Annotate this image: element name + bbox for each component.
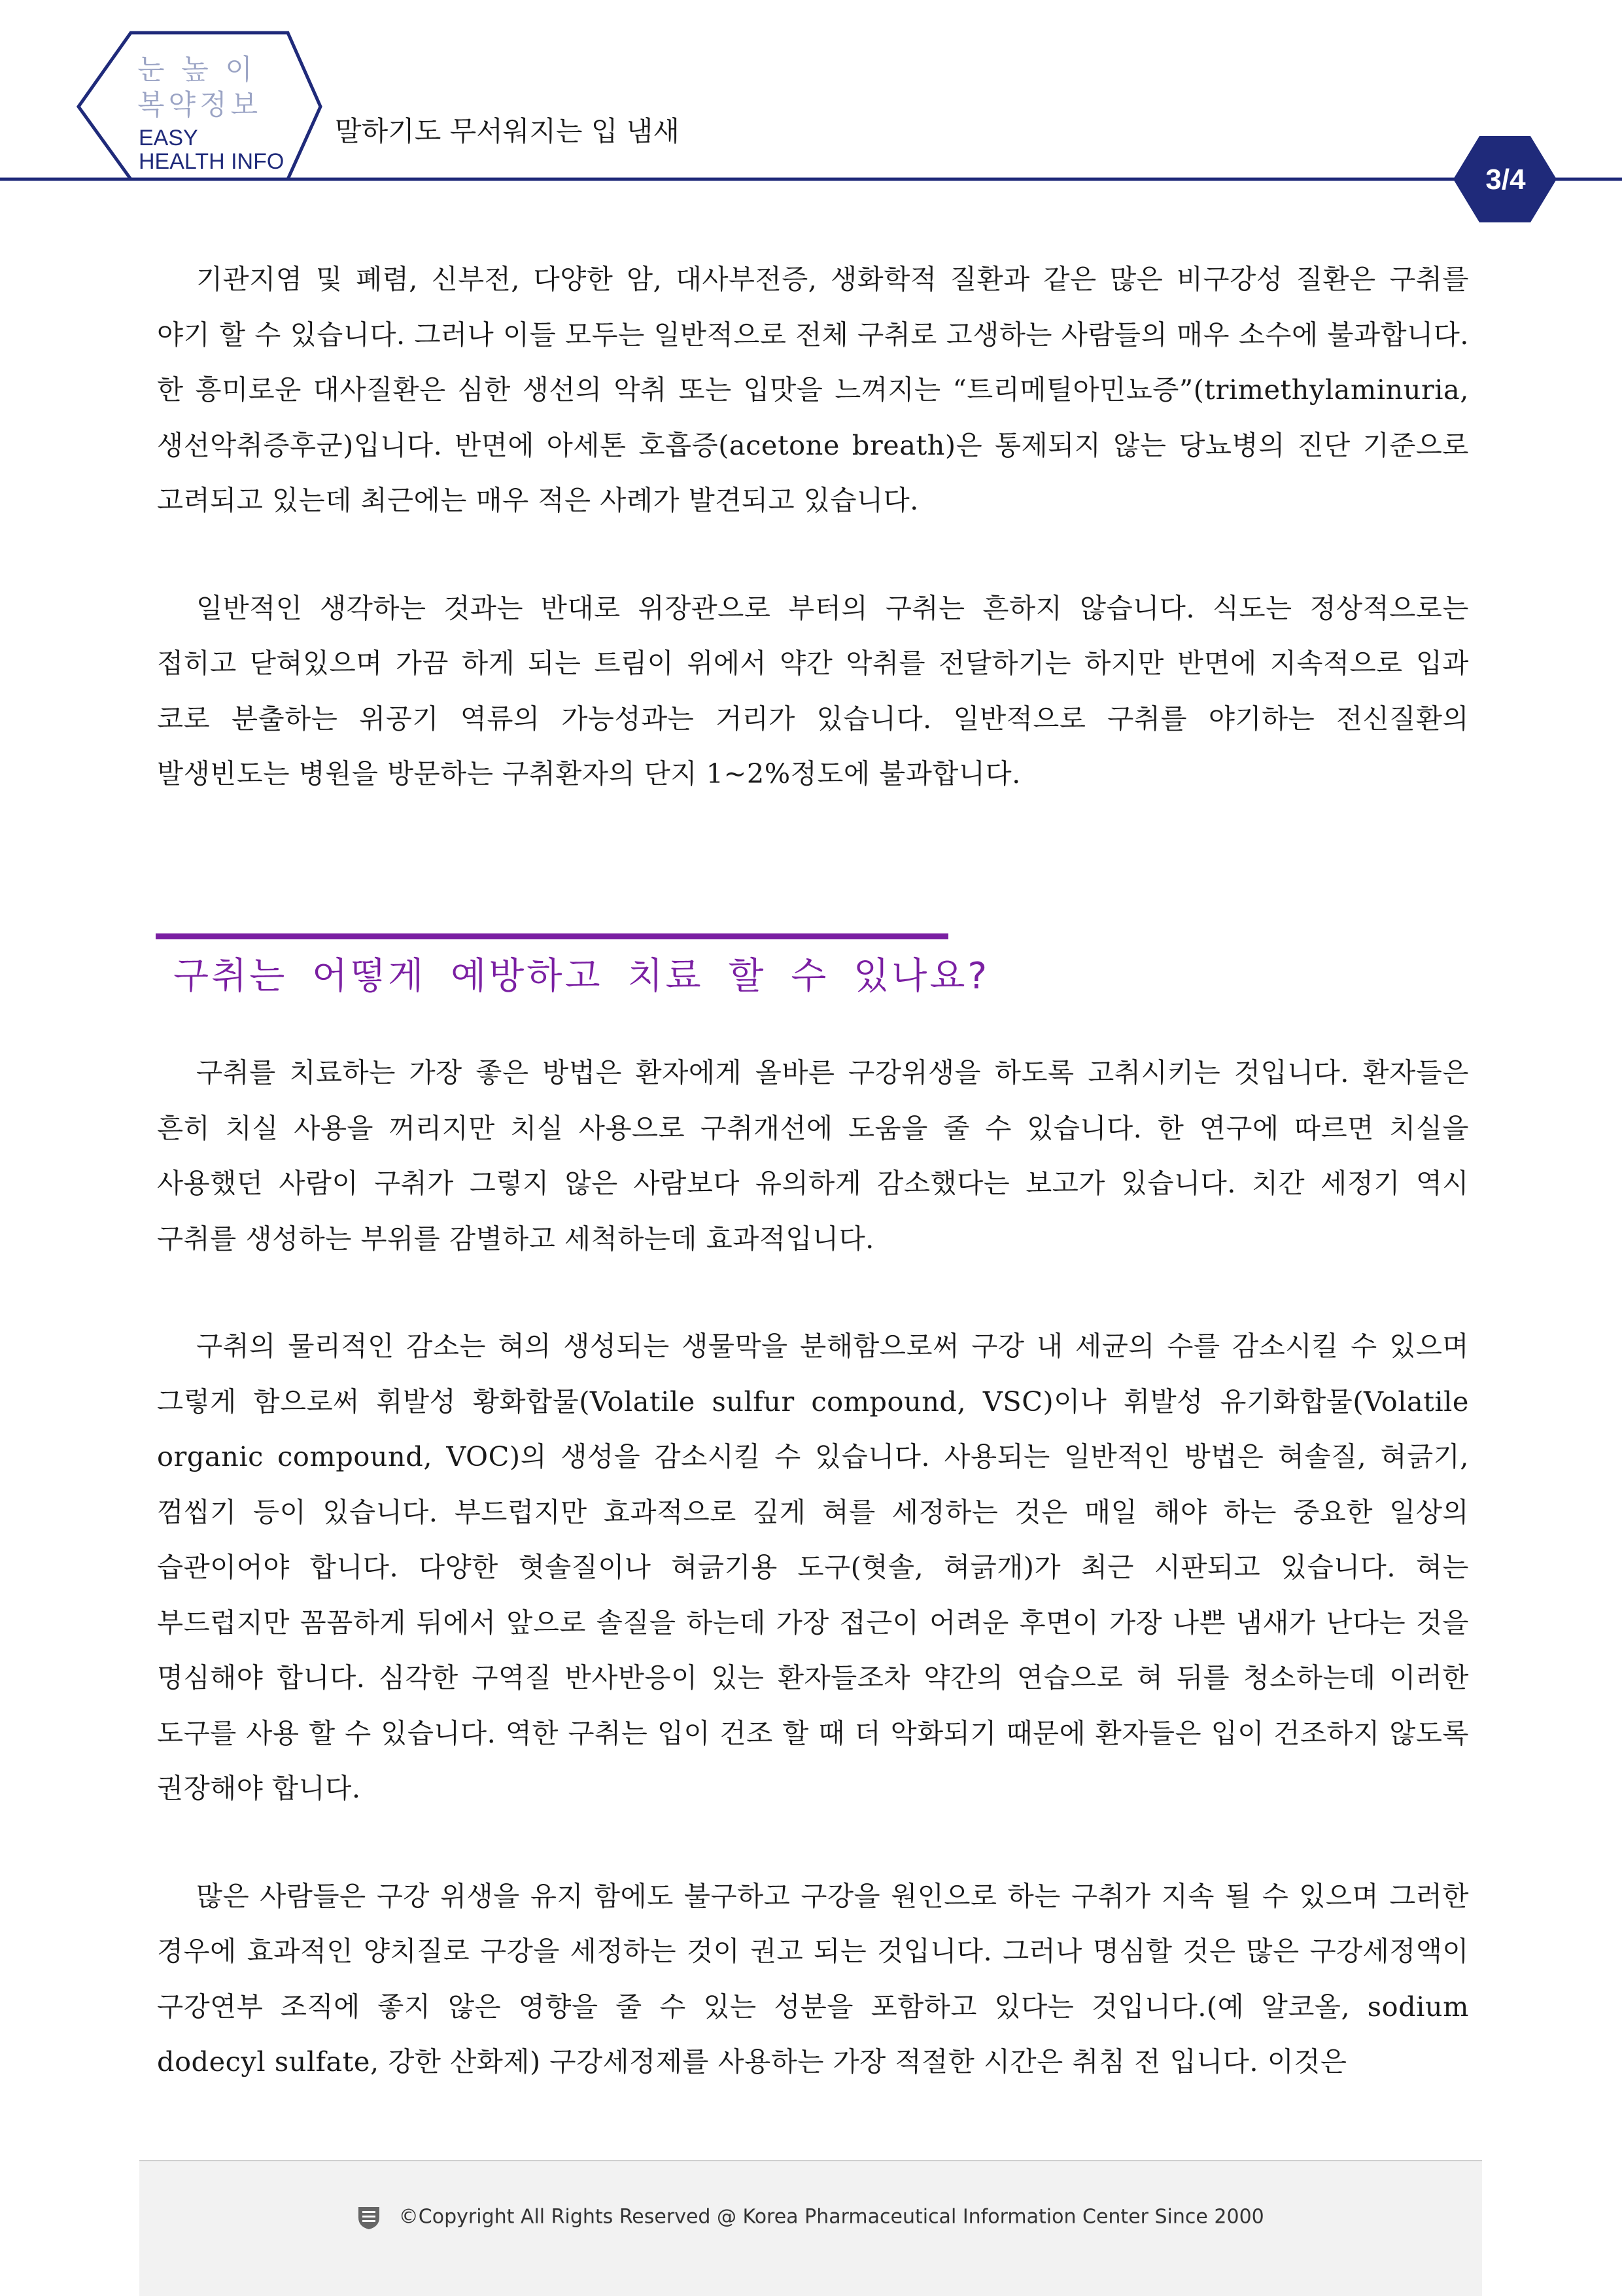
paragraph-gastrointestinal: 일반적인 생각하는 것과는 반대로 위장관으로 부터의 구취는 흔하지 않습니다. 식도는 정상적으로는 접히고 닫혀있으며 가끔 하게 되는 트림이 위에서 약간 악취를 전달하기는 하지만 반면에 지속적으로 입과 코로 분출하는 위공기 역류의 가능성과는 거리가 있습니다. 일반적으로 구취를 야기하는 전신질환의 발생빈도는 병원을 방문하는 구취환자의 단지 1~2%정도에 불과합니다. [157,591,1469,790]
body-top [157,252,1469,802]
copyright-text: ©Copyright All Rights Reserved @ Korea Pharmaceutical Information Center Since 2000 [398,2205,1264,2229]
logo-english-line2: HEALTH INFO [139,149,285,174]
footer [139,2160,1482,2296]
section-heading: 구취는 어떻게 예방하고 치료 할 수 있나요? [173,955,990,998]
logo-english-line1: EASY [139,126,198,150]
page-number: 3/4 [1485,164,1526,196]
body-bottom [157,1045,1469,2090]
paragraph-mouthwash: 많은 사람들은 구강 위생을 유지 함에도 불구하고 구강을 원인으로 하는 구취가 지속 될 수 있으며 그러한 경우에 효과적인 양치질로 구강을 세정하는 것이 권고 되는 것입니다. 그러나 명심할 것은 많은 구강세정액이 구강연부 조직에 좋지 않은 영향을 줄 수 있는 성분을 포함하고 있다는 것입니다.(예 알코올, sodium dodecyl sulfate, 강한 산화제) 구강세정제를 사용하는 가장 적절한 시간은 취침 전 입니다. 이것은 [157,1879,1469,2078]
document-title: 말하기도 무서워지는 입 냄새 [335,115,680,147]
logo-korean-line1: 눈 높 이 [137,54,256,86]
paragraph-oral-hygiene: 구취를 치료하는 가장 좋은 방법은 환자에게 올바른 구강위생을 하도록 고취시키는 것입니다. 환자들은 흔히 치실 사용을 꺼리지만 치실 사용으로 구취개선에 도움을 줄 수 있습니다. 한 연구에 따르면 치실을 사용했던 사람이 구취가 그렇지 않은 사람보다 유의하게 감소했다는 보고가 있습니다. 치간 세정기 역시 구취를 생성하는 부위를 감별하고 세척하는데 효과적입니다. [157,1056,1469,1255]
paragraph-systemic-diseases: 기관지염 및 폐렴, 신부전, 다양한 암, 대사부전증, 생화학적 질환과 같은 많은 비구강성 질환은 구취를 야기 할 수 있습니다. 그러나 이들 모두는 일반적으로 전체 구취로 고생하는 사람들의 매우 소수에 불과합니다. 한 흥미로운 대사질환은 심한 생선의 악취 또는 입맛을 느껴지는 “트리메틸아민뇨증”(trimethylaminuria, 생선악취증후군)입니다. 반면에 아세톤 호흡증(acetone breath)은 통제되지 않는 당뇨병의 진단 기준으로 고려되고 있는데 최근에는 매우 적은 사례가 발견되고 있습니다. [157,263,1469,516]
crest-icon [357,2204,381,2231]
section-heading-rule [156,933,948,939]
paragraph-tongue-cleaning: 구취의 물리적인 감소는 혀의 생성되는 생물막을 분해함으로써 구강 내 세균의 수를 감소시킬 수 있으며 그렇게 함으로써 휘발성 황화합물(Volatile sulfur compound, VSC)이나 휘발성 유기화합물(Volatile organic compound, VOC)의 생성을 감소시킬 수 있습니다. 사용되는 일반적인 방법은 혀솔질, 혀긁기, 껌씹기 등이 있습니다. 부드럽지만 효과적으로 깊게 혀를 세정하는 것은 매일 해야 하는 중요한 일상의 습관이어야 합니다. 다양한 혓솔질이나 혀긁기용 도구(혓솔, 혀긁개)가 최근 시판되고 있습니다. 혀는 부드럽지만 꼼꼼하게 뒤에서 앞으로 솔질을 하는데 가장 접근이 어려운 후면이 가장 나쁜 냄새가 난다는 것을 명심해야 합니다. 심각한 구역질 반사반응이 있는 환자들조차 약간의 연습으로 혀 뒤를 청소하는데 이러한 도구를 사용 할 수 있습니다. 역한 구취는 입이 건조 할 때 더 악화되기 때문에 환자들은 입이 건조하지 않도록 권장해야 합니다. [157,1330,1470,1804]
logo-korean-line2: 복약정보 [137,89,262,122]
